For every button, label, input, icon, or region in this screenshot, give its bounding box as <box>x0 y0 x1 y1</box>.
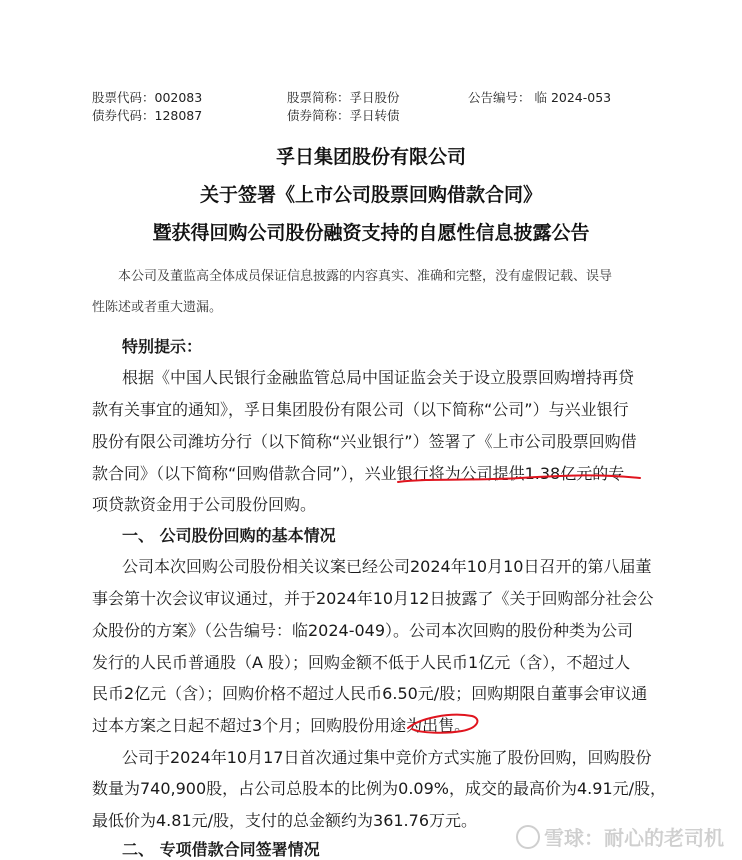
section1-para2-line: 最低价为4.81元/股，支付的总金额约为361.76万元。 <box>92 811 478 830</box>
bond-name: 债券简称：孚日转债 <box>287 108 400 123</box>
watermark <box>516 822 724 851</box>
snowball-logo-icon <box>516 825 540 849</box>
section1-heading: 一、 公司股份回购的基本情况 <box>122 526 336 545</box>
stock-code: 股票代码：002083 <box>92 90 203 105</box>
section1-para1-line: 事会第十次会议审议通过，并于2024年10月12日披露了《关于回购部分社会公 <box>92 589 654 608</box>
bond-code: 债券代码：128087 <box>92 108 203 123</box>
section1-para1-line: 公司本次回购公司股份相关议案已经公司2024年10月10日召开的第八届董 <box>122 557 652 576</box>
section1-para2-line: 数量为740,900股，占公司总股本的比例为0.09%，成交的最高价为4.91元/股， <box>92 779 667 798</box>
announcement-number: 公告编号： 临 2024-053 <box>468 90 612 105</box>
section1-para1-line: 众股份的方案》（公告编号：临2024-049）。公司本次回购的股份种类为公司 <box>92 621 634 640</box>
company-title: 孚日集团股份有限公司 <box>275 146 466 168</box>
special-tip-line: 股份有限公司潍坊分行（以下简称“兴业银行”）签署了《上市公司股票回购借 <box>92 432 637 451</box>
announcement-subtitle: 暨获得回购公司股份融资支持的自愿性信息披露公告 <box>152 222 590 244</box>
special-tip-line: 根据《中国人民银行金融监管总局中国证监会关于设立股票回购增持再贷 <box>122 368 635 387</box>
section1-para1-line: 过本方案之日起不超过3个月；回购股份用途为出售。 <box>92 716 471 735</box>
special-tip-line: 项贷款资金用于公司股份回购。 <box>92 495 317 514</box>
disclosure-statement-line1: 本公司及董监高全体成员保证信息披露的内容真实、准确和完整，没有虚假记载、误导 <box>118 269 613 284</box>
watermark-text: 雪球：耐心的老司机 <box>544 826 724 850</box>
section1-para1-line: 民币2亿元（含）；回购价格不超过人民币6.50元/股；回购期限自董事会审议通 <box>92 684 648 703</box>
section1-para2-line: 公司于2024年10月17日首次通过集中竞价方式实施了股份回购，回购股份 <box>122 748 652 767</box>
special-tip-heading: 特别提示： <box>122 337 203 356</box>
special-tip-line: 款合同》（以下简称“回购借款合同”），兴业银行将为公司提供1.38亿元的专 <box>92 464 625 483</box>
special-tip-line: 款有关事宜的通知》，孚日集团股份有限公司（以下简称“公司”）与兴业银行 <box>92 400 629 419</box>
stock-name: 股票简称：孚日股份 <box>287 90 400 105</box>
section1-para1-line: 发行的人民币普通股（A 股）；回购金额不低于人民币1亿元（含），不超过人 <box>92 653 631 672</box>
announcement-title: 关于签署《上市公司股票回购借款合同》 <box>199 184 542 206</box>
section2-heading: 二、 专项借款合同签署情况 <box>122 840 320 859</box>
disclosure-statement-line2: 性陈述或者重大遗漏。 <box>92 300 223 315</box>
